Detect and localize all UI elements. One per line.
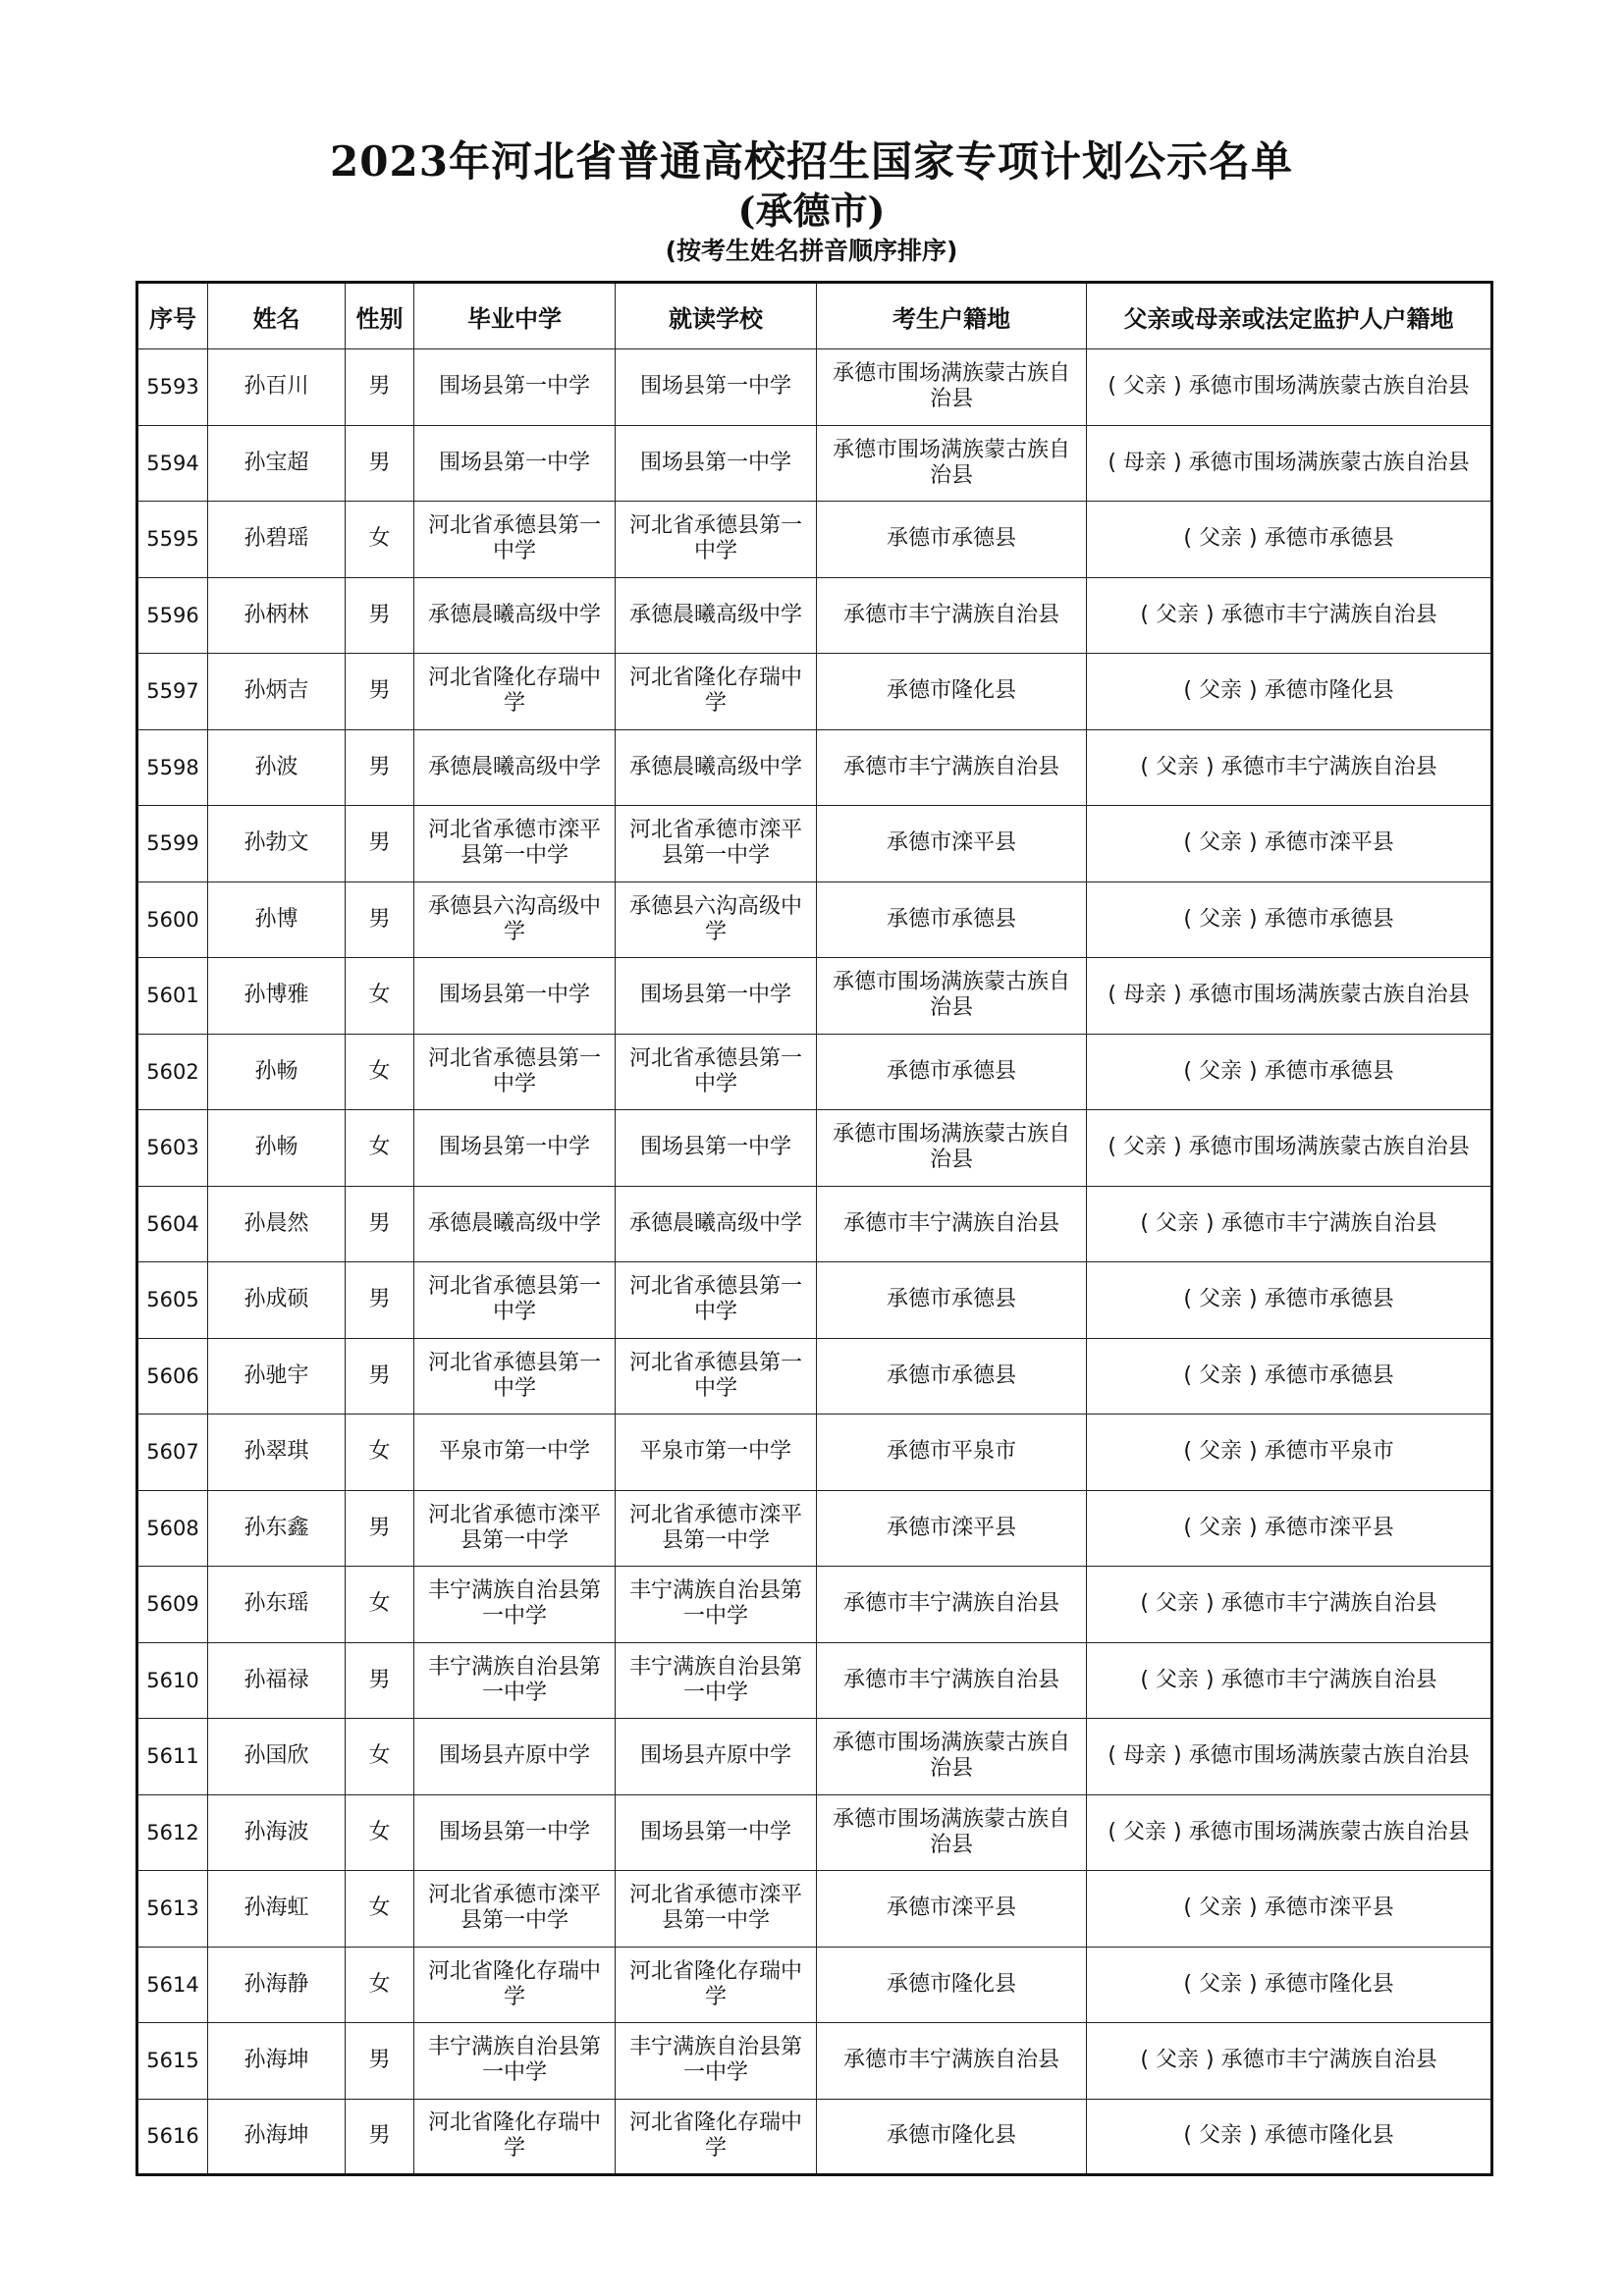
cell-guardian-residence: ( 父亲 ) 承德市平泉市 [1087, 1415, 1492, 1491]
cell-guardian-residence: ( 父亲 ) 承德市丰宁满族自治县 [1087, 577, 1492, 654]
cell-graduated-school: 丰宁满族自治县第一中学 [414, 2023, 616, 2100]
cell-id: 5604 [137, 1186, 208, 1262]
cell-graduated-school: 围场县卉原中学 [414, 1719, 616, 1795]
cell-guardian-residence: ( 父亲 ) 承德市承德县 [1087, 1034, 1492, 1110]
table-row [137, 1719, 1492, 1795]
cell-guardian-residence: ( 父亲 ) 承德市滦平县 [1087, 806, 1492, 882]
cell-name: 孙东瑶 [208, 1567, 346, 1643]
cell-current-school: 河北省承德县第一中学 [616, 1034, 817, 1110]
cell-id: 5598 [137, 729, 208, 806]
cell-graduated-school: 承德晨曦高级中学 [414, 577, 616, 654]
cell-guardian-residence: ( 父亲 ) 承德市围场满族蒙古族自治县 [1087, 1794, 1492, 1871]
cell-student-residence: 承德市隆化县 [817, 2099, 1087, 2175]
cell-name: 孙波 [208, 729, 346, 806]
cell-student-residence: 承德市丰宁满族自治县 [817, 729, 1087, 806]
table-row [137, 1794, 1492, 1871]
cell-id: 5615 [137, 2023, 208, 2100]
cell-student-residence: 承德市围场满族蒙古族自治县 [817, 1794, 1087, 1871]
cell-guardian-residence: ( 父亲 ) 承德市隆化县 [1087, 1947, 1492, 2023]
cell-id: 5612 [137, 1794, 208, 1871]
table-row [137, 2023, 1492, 2100]
cell-id: 5611 [137, 1719, 208, 1795]
cell-name: 孙成硕 [208, 1262, 346, 1339]
cell-graduated-school: 河北省隆化存瑞中学 [414, 2099, 616, 2175]
cell-guardian-residence: ( 父亲 ) 承德市丰宁满族自治县 [1087, 729, 1492, 806]
cell-id: 5608 [137, 1490, 208, 1567]
cell-current-school: 河北省承德市滦平县第一中学 [616, 806, 817, 882]
cell-student-residence: 承德市围场满族蒙古族自治县 [817, 1110, 1087, 1187]
cell-gender: 女 [346, 1415, 414, 1491]
cell-name: 孙海虹 [208, 1871, 346, 1948]
cell-name: 孙东鑫 [208, 1490, 346, 1567]
cell-gender: 男 [346, 881, 414, 958]
cell-graduated-school: 围场县第一中学 [414, 425, 616, 502]
cell-id: 5614 [137, 1947, 208, 2023]
cell-graduated-school: 河北省承德县第一中学 [414, 1262, 616, 1339]
table-row [137, 1034, 1492, 1110]
cell-id: 5593 [137, 349, 208, 426]
cell-gender: 男 [346, 1642, 414, 1719]
cell-guardian-residence: ( 父亲 ) 承德市承德县 [1087, 502, 1492, 578]
cell-id: 5613 [137, 1871, 208, 1948]
cell-gender: 男 [346, 729, 414, 806]
table-row [137, 577, 1492, 654]
document-title: 2023年河北省普通高校招生国家专项计划公示名单 [330, 137, 1293, 186]
header-id: 序号 [137, 283, 208, 349]
cell-graduated-school: 围场县第一中学 [414, 1794, 616, 1871]
cell-guardian-residence: ( 父亲 ) 承德市隆化县 [1087, 2099, 1492, 2175]
cell-guardian-residence: ( 母亲 ) 承德市围场满族蒙古族自治县 [1087, 1719, 1492, 1795]
cell-current-school: 河北省承德县第一中学 [616, 1262, 817, 1339]
cell-gender: 男 [346, 425, 414, 502]
table-row [137, 1947, 1492, 2023]
cell-name: 孙海坤 [208, 2099, 346, 2175]
cell-gender: 男 [346, 806, 414, 882]
cell-graduated-school: 丰宁满族自治县第一中学 [414, 1567, 616, 1643]
cell-graduated-school: 河北省隆化存瑞中学 [414, 1947, 616, 2023]
cell-student-residence: 承德市承德县 [817, 502, 1087, 578]
cell-name: 孙博 [208, 881, 346, 958]
cell-gender: 女 [346, 1794, 414, 1871]
cell-guardian-residence: ( 父亲 ) 承德市隆化县 [1087, 654, 1492, 730]
cell-guardian-residence: ( 父亲 ) 承德市丰宁满族自治县 [1087, 2023, 1492, 2100]
table-row [137, 2099, 1492, 2175]
cell-student-residence: 承德市丰宁满族自治县 [817, 577, 1087, 654]
cell-current-school: 围场县第一中学 [616, 349, 817, 426]
cell-student-residence: 承德市围场满族蒙古族自治县 [817, 1719, 1087, 1795]
cell-id: 5597 [137, 654, 208, 730]
cell-gender: 男 [346, 349, 414, 426]
cell-name: 孙柄林 [208, 577, 346, 654]
header-name: 姓名 [208, 283, 346, 349]
cell-gender: 女 [346, 1110, 414, 1187]
cell-student-residence: 承德市承德县 [817, 1034, 1087, 1110]
cell-name: 孙勃文 [208, 806, 346, 882]
cell-guardian-residence: ( 父亲 ) 承德市滦平县 [1087, 1871, 1492, 1948]
cell-graduated-school: 承德晨曦高级中学 [414, 1186, 616, 1262]
cell-id: 5596 [137, 577, 208, 654]
cell-name: 孙国欣 [208, 1719, 346, 1795]
cell-id: 5600 [137, 881, 208, 958]
cell-guardian-residence: ( 父亲 ) 承德市承德县 [1087, 881, 1492, 958]
cell-guardian-residence: ( 父亲 ) 承德市承德县 [1087, 1262, 1492, 1339]
cell-student-residence: 承德市承德县 [817, 1262, 1087, 1339]
cell-name: 孙晨然 [208, 1186, 346, 1262]
cell-id: 5602 [137, 1034, 208, 1110]
cell-graduated-school: 河北省隆化存瑞中学 [414, 654, 616, 730]
cell-guardian-residence: ( 父亲 ) 承德市丰宁满族自治县 [1087, 1642, 1492, 1719]
cell-student-residence: 承德市围场满族蒙古族自治县 [817, 958, 1087, 1035]
table-row [137, 1642, 1492, 1719]
sort-note: (按考生姓名拼音顺序排序) [665, 237, 958, 265]
header-current-school: 就读学校 [616, 283, 817, 349]
cell-student-residence: 承德市丰宁满族自治县 [817, 1186, 1087, 1262]
cell-student-residence: 承德市围场满族蒙古族自治县 [817, 425, 1087, 502]
cell-gender: 男 [346, 2023, 414, 2100]
cell-current-school: 河北省承德县第一中学 [616, 502, 817, 578]
cell-gender: 男 [346, 654, 414, 730]
table-row [137, 1567, 1492, 1643]
cell-gender: 女 [346, 502, 414, 578]
header-gender: 性别 [346, 283, 414, 349]
cell-guardian-residence: ( 父亲 ) 承德市丰宁满族自治县 [1087, 1186, 1492, 1262]
cell-gender: 男 [346, 577, 414, 654]
cell-current-school: 河北省承德市滦平县第一中学 [616, 1490, 817, 1567]
cell-graduated-school: 河北省承德县第一中学 [414, 502, 616, 578]
cell-id: 5603 [137, 1110, 208, 1187]
cell-name: 孙驰宇 [208, 1338, 346, 1415]
cell-student-residence: 承德市承德县 [817, 881, 1087, 958]
cell-name: 孙百川 [208, 349, 346, 426]
cell-current-school: 围场县第一中学 [616, 1794, 817, 1871]
cell-current-school: 围场县第一中学 [616, 425, 817, 502]
cell-student-residence: 承德市隆化县 [817, 654, 1087, 730]
cell-gender: 男 [346, 1338, 414, 1415]
cell-student-residence: 承德市滦平县 [817, 1490, 1087, 1567]
table-row [137, 1110, 1492, 1187]
cell-graduated-school: 平泉市第一中学 [414, 1415, 616, 1491]
table-row [137, 1871, 1492, 1948]
cell-id: 5601 [137, 958, 208, 1035]
cell-gender: 男 [346, 1186, 414, 1262]
table-row [137, 654, 1492, 730]
document-subtitle: (承德市) [737, 188, 886, 233]
cell-student-residence: 承德市丰宁满族自治县 [817, 1642, 1087, 1719]
cell-current-school: 河北省承德县第一中学 [616, 1338, 817, 1415]
cell-graduated-school: 河北省承德市滦平县第一中学 [414, 1871, 616, 1948]
cell-current-school: 围场县第一中学 [616, 1110, 817, 1187]
cell-graduated-school: 承德县六沟高级中学 [414, 881, 616, 958]
cell-graduated-school: 河北省承德县第一中学 [414, 1338, 616, 1415]
cell-guardian-residence: ( 父亲 ) 承德市丰宁满族自治县 [1087, 1567, 1492, 1643]
cell-name: 孙海静 [208, 1947, 346, 2023]
cell-graduated-school: 丰宁满族自治县第一中学 [414, 1642, 616, 1719]
cell-student-residence: 承德市丰宁满族自治县 [817, 1567, 1087, 1643]
cell-id: 5616 [137, 2099, 208, 2175]
table-row [137, 1415, 1492, 1491]
cell-id: 5606 [137, 1338, 208, 1415]
cell-guardian-residence: ( 母亲 ) 承德市围场满族蒙古族自治县 [1087, 425, 1492, 502]
cell-name: 孙博雅 [208, 958, 346, 1035]
table-row [137, 806, 1492, 882]
header-guardian-residence: 父亲或母亲或法定监护人户籍地 [1087, 283, 1492, 349]
table-row [137, 958, 1492, 1035]
cell-gender: 女 [346, 1947, 414, 2023]
cell-current-school: 承德晨曦高级中学 [616, 577, 817, 654]
table-row [137, 1338, 1492, 1415]
cell-student-residence: 承德市平泉市 [817, 1415, 1087, 1491]
cell-guardian-residence: ( 母亲 ) 承德市围场满族蒙古族自治县 [1087, 958, 1492, 1035]
table-row [137, 729, 1492, 806]
cell-current-school: 承德晨曦高级中学 [616, 729, 817, 806]
cell-name: 孙畅 [208, 1034, 346, 1110]
cell-graduated-school: 河北省承德市滦平县第一中学 [414, 806, 616, 882]
cell-gender: 女 [346, 1034, 414, 1110]
cell-gender: 女 [346, 1719, 414, 1795]
cell-graduated-school: 围场县第一中学 [414, 1110, 616, 1187]
cell-id: 5607 [137, 1415, 208, 1491]
cell-current-school: 承德晨曦高级中学 [616, 1186, 817, 1262]
cell-name: 孙碧瑶 [208, 502, 346, 578]
cell-id: 5605 [137, 1262, 208, 1339]
cell-name: 孙海波 [208, 1794, 346, 1871]
cell-current-school: 围场县第一中学 [616, 958, 817, 1035]
cell-guardian-residence: ( 父亲 ) 承德市承德县 [1087, 1338, 1492, 1415]
cell-name: 孙翠琪 [208, 1415, 346, 1491]
table-row [137, 349, 1492, 426]
cell-gender: 女 [346, 958, 414, 1035]
cell-name: 孙福禄 [208, 1642, 346, 1719]
cell-id: 5610 [137, 1642, 208, 1719]
cell-current-school: 丰宁满族自治县第一中学 [616, 1642, 817, 1719]
cell-guardian-residence: ( 父亲 ) 承德市围场满族蒙古族自治县 [1087, 349, 1492, 426]
cell-graduated-school: 围场县第一中学 [414, 349, 616, 426]
table-row [137, 1186, 1492, 1262]
table-row [137, 881, 1492, 958]
cell-id: 5595 [137, 502, 208, 578]
roster-table [135, 281, 1493, 2176]
cell-graduated-school: 承德晨曦高级中学 [414, 729, 616, 806]
cell-current-school: 丰宁满族自治县第一中学 [616, 2023, 817, 2100]
cell-id: 5609 [137, 1567, 208, 1643]
cell-student-residence: 承德市隆化县 [817, 1947, 1087, 2023]
cell-gender: 男 [346, 1490, 414, 1567]
cell-current-school: 围场县卉原中学 [616, 1719, 817, 1795]
cell-current-school: 河北省隆化存瑞中学 [616, 654, 817, 730]
table-row [137, 425, 1492, 502]
cell-graduated-school: 河北省承德市滦平县第一中学 [414, 1490, 616, 1567]
cell-current-school: 承德县六沟高级中学 [616, 881, 817, 958]
cell-name: 孙海坤 [208, 2023, 346, 2100]
cell-guardian-residence: ( 父亲 ) 承德市滦平县 [1087, 1490, 1492, 1567]
cell-id: 5594 [137, 425, 208, 502]
cell-name: 孙畅 [208, 1110, 346, 1187]
cell-current-school: 河北省承德市滦平县第一中学 [616, 1871, 817, 1948]
cell-student-residence: 承德市滦平县 [817, 1871, 1087, 1948]
cell-current-school: 丰宁满族自治县第一中学 [616, 1567, 817, 1643]
cell-id: 5599 [137, 806, 208, 882]
cell-current-school: 河北省隆化存瑞中学 [616, 2099, 817, 2175]
cell-graduated-school: 围场县第一中学 [414, 958, 616, 1035]
cell-student-residence: 承德市滦平县 [817, 806, 1087, 882]
cell-student-residence: 承德市丰宁满族自治县 [817, 2023, 1087, 2100]
header-graduated-school: 毕业中学 [414, 283, 616, 349]
table-row [137, 1490, 1492, 1567]
table-header-row [137, 283, 1492, 349]
table-row [137, 1262, 1492, 1339]
cell-name: 孙宝超 [208, 425, 346, 502]
header-student-residence: 考生户籍地 [817, 283, 1087, 349]
cell-gender: 男 [346, 2099, 414, 2175]
cell-name: 孙炳吉 [208, 654, 346, 730]
cell-graduated-school: 河北省承德县第一中学 [414, 1034, 616, 1110]
cell-guardian-residence: ( 父亲 ) 承德市围场满族蒙古族自治县 [1087, 1110, 1492, 1187]
cell-student-residence: 承德市承德县 [817, 1338, 1087, 1415]
table-row [137, 502, 1492, 578]
cell-gender: 男 [346, 1262, 414, 1339]
cell-gender: 女 [346, 1567, 414, 1643]
cell-current-school: 河北省隆化存瑞中学 [616, 1947, 817, 2023]
cell-student-residence: 承德市围场满族蒙古族自治县 [817, 349, 1087, 426]
cell-current-school: 平泉市第一中学 [616, 1415, 817, 1491]
cell-gender: 女 [346, 1871, 414, 1948]
